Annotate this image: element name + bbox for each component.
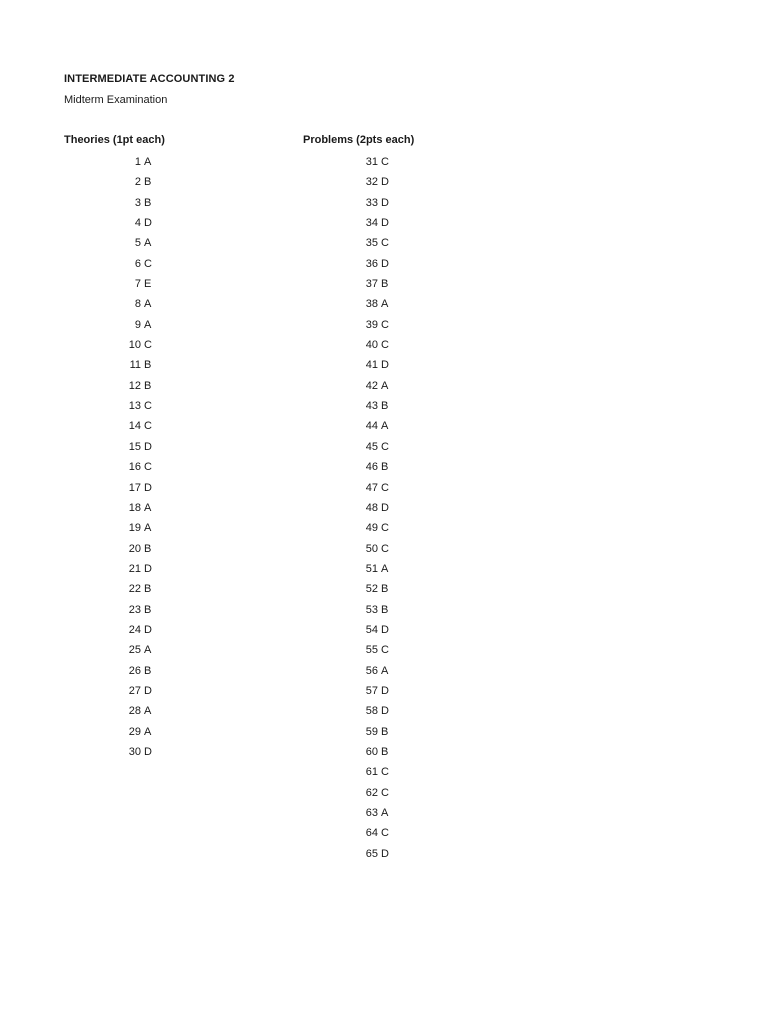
problems-answer-list <box>357 152 389 864</box>
document-title: INTERMEDIATE ACCOUNTING 2 <box>64 73 235 85</box>
answer-letter: D <box>144 562 152 575</box>
answer-row <box>120 335 152 355</box>
question-number: 21 <box>128 562 141 575</box>
answer-letter: C <box>381 542 389 555</box>
answer-row <box>120 457 152 477</box>
question-number: 23 <box>128 603 141 616</box>
answer-row <box>120 172 152 192</box>
question-number: 19 <box>128 522 141 535</box>
answer-letter: D <box>144 745 152 758</box>
answer-row <box>120 193 152 213</box>
question-number: 61 <box>365 766 378 779</box>
answer-row <box>357 254 389 274</box>
answer-row <box>357 294 389 314</box>
answer-row <box>357 396 389 416</box>
answer-letter: B <box>144 359 152 372</box>
answer-letter: D <box>381 217 389 230</box>
answer-letter: A <box>144 318 152 331</box>
answer-letter: A <box>381 664 389 677</box>
answer-letter: B <box>144 583 152 596</box>
answer-row <box>357 498 389 518</box>
answer-row <box>120 355 152 375</box>
answer-letter: D <box>381 623 389 636</box>
answer-row <box>120 437 152 457</box>
question-number: 22 <box>128 583 141 596</box>
answer-row <box>357 640 389 660</box>
answer-letter: B <box>144 603 152 616</box>
answer-letter: A <box>144 237 152 250</box>
answer-letter: B <box>381 603 389 616</box>
question-number: 43 <box>365 400 378 413</box>
question-number: 57 <box>365 684 378 697</box>
question-number: 28 <box>128 705 141 718</box>
question-number: 45 <box>365 440 378 453</box>
answer-row <box>357 539 389 559</box>
answer-letter: C <box>381 481 389 494</box>
question-number: 55 <box>365 644 378 657</box>
answer-letter: A <box>144 501 152 514</box>
answer-row <box>357 518 389 538</box>
question-number: 16 <box>128 461 141 474</box>
answer-row <box>357 620 389 640</box>
question-number: 40 <box>365 339 378 352</box>
answer-row <box>120 498 152 518</box>
answer-letter: B <box>381 745 389 758</box>
answer-letter: D <box>144 684 152 697</box>
question-number: 8 <box>134 298 141 311</box>
answer-row <box>357 315 389 335</box>
answer-row <box>357 416 389 436</box>
answer-row <box>120 559 152 579</box>
answer-letter: B <box>144 176 152 189</box>
question-number: 38 <box>365 298 378 311</box>
question-number: 7 <box>134 278 141 291</box>
question-number: 59 <box>365 725 378 738</box>
theories-heading: Theories (1pt each) <box>64 134 165 146</box>
answer-letter: B <box>144 664 152 677</box>
answer-letter: C <box>144 400 152 413</box>
answer-row <box>357 213 389 233</box>
answer-row <box>120 315 152 335</box>
answer-row <box>120 294 152 314</box>
answer-row <box>357 152 389 172</box>
question-number: 11 <box>129 359 141 372</box>
answer-letter: D <box>144 623 152 636</box>
answer-row <box>120 254 152 274</box>
question-number: 65 <box>365 847 378 860</box>
answer-letter: C <box>381 827 389 840</box>
answer-letter: D <box>381 684 389 697</box>
question-number: 5 <box>134 237 141 250</box>
answer-letter: C <box>381 156 389 168</box>
question-number: 30 <box>128 745 141 758</box>
answer-letter: D <box>381 501 389 514</box>
question-number: 60 <box>365 745 378 758</box>
question-number: 3 <box>134 196 141 209</box>
question-number: 52 <box>365 583 378 596</box>
answer-letter: B <box>144 196 152 209</box>
answer-row <box>357 783 389 803</box>
answer-letter: B <box>381 278 389 291</box>
answer-row <box>357 823 389 843</box>
question-number: 2 <box>134 176 141 189</box>
answer-letter: A <box>381 807 389 819</box>
answer-letter: D <box>381 359 389 372</box>
answer-row <box>120 233 152 253</box>
answer-row <box>120 518 152 538</box>
question-number: 27 <box>128 684 141 697</box>
answer-letter: D <box>381 847 389 860</box>
answer-letter: B <box>381 583 389 596</box>
answer-letter: B <box>144 542 152 555</box>
answer-letter: A <box>381 298 389 311</box>
question-number: 41 <box>365 359 378 372</box>
question-number: 46 <box>365 461 378 474</box>
answer-letter: A <box>144 522 152 535</box>
question-number: 13 <box>128 400 141 413</box>
answer-row <box>357 762 389 782</box>
question-number: 17 <box>128 481 141 494</box>
question-number: 15 <box>128 440 141 453</box>
answer-row <box>120 416 152 436</box>
answer-row <box>357 355 389 375</box>
answer-letter: C <box>381 440 389 453</box>
question-number: 20 <box>128 542 141 555</box>
question-number: 29 <box>128 725 141 738</box>
answer-row <box>120 213 152 233</box>
answer-letter: C <box>144 461 152 474</box>
answer-letter: C <box>381 237 389 250</box>
answer-letter: A <box>144 156 152 168</box>
answer-row <box>357 457 389 477</box>
answer-row <box>357 193 389 213</box>
answer-row <box>120 661 152 681</box>
answer-row <box>357 233 389 253</box>
problems-heading: Problems (2pts each) <box>303 134 415 146</box>
answer-letter: C <box>381 786 389 799</box>
answer-row <box>120 722 152 742</box>
answer-row <box>357 335 389 355</box>
question-number: 33 <box>365 196 378 209</box>
answer-row <box>120 579 152 599</box>
question-number: 35 <box>365 237 378 250</box>
answer-row <box>357 478 389 498</box>
answer-row <box>357 701 389 721</box>
answer-row <box>120 620 152 640</box>
question-number: 1 <box>134 156 141 168</box>
answer-row <box>120 152 152 172</box>
question-number: 4 <box>134 217 141 230</box>
question-number: 42 <box>365 379 378 392</box>
answer-row <box>357 559 389 579</box>
question-number: 63 <box>365 807 378 819</box>
question-number: 9 <box>134 318 141 331</box>
answer-letter: C <box>144 257 152 270</box>
question-number: 64 <box>365 827 378 840</box>
answer-letter: C <box>381 318 389 331</box>
answer-letter: A <box>381 379 389 392</box>
question-number: 6 <box>134 257 141 270</box>
question-number: 58 <box>365 705 378 718</box>
answer-row <box>357 661 389 681</box>
question-number: 49 <box>365 522 378 535</box>
answer-letter: D <box>144 440 152 453</box>
answer-row <box>357 274 389 294</box>
question-number: 31 <box>365 156 378 168</box>
question-number: 47 <box>365 481 378 494</box>
question-number: 18 <box>128 501 141 514</box>
answer-row <box>120 478 152 498</box>
answer-letter: C <box>381 766 389 779</box>
answer-letter: D <box>381 176 389 189</box>
answer-letter: D <box>381 705 389 718</box>
question-number: 51 <box>365 562 378 575</box>
answer-row <box>357 722 389 742</box>
answer-letter: A <box>144 298 152 311</box>
question-number: 32 <box>365 176 378 189</box>
question-number: 14 <box>128 420 141 433</box>
answer-letter: D <box>144 217 152 230</box>
answer-row <box>357 437 389 457</box>
answer-letter: C <box>144 420 152 433</box>
answer-letter: C <box>381 339 389 352</box>
answer-letter: A <box>144 725 152 738</box>
answer-letter: C <box>144 339 152 352</box>
answer-letter: B <box>144 379 152 392</box>
question-number: 37 <box>365 278 378 291</box>
question-number: 34 <box>365 217 378 230</box>
question-number: 44 <box>365 420 378 433</box>
question-number: 26 <box>128 664 141 677</box>
question-number: 25 <box>128 644 141 657</box>
question-number: 62 <box>365 786 378 799</box>
answer-row <box>120 640 152 660</box>
answer-letter: D <box>144 481 152 494</box>
answer-row <box>120 376 152 396</box>
question-number: 39 <box>365 318 378 331</box>
answer-letter: A <box>144 705 152 718</box>
answer-row <box>120 274 152 294</box>
answer-row <box>120 681 152 701</box>
question-number: 10 <box>128 339 141 352</box>
question-number: 12 <box>128 379 141 392</box>
answer-row <box>120 539 152 559</box>
answer-row <box>120 742 152 762</box>
answer-row <box>120 701 152 721</box>
answer-row <box>357 172 389 192</box>
answer-row <box>357 803 389 823</box>
answer-row <box>357 742 389 762</box>
answer-letter: A <box>144 644 152 657</box>
answer-row <box>357 600 389 620</box>
answer-letter: B <box>381 725 389 738</box>
answer-letter: C <box>381 522 389 535</box>
answer-letter: C <box>381 644 389 657</box>
answer-letter: E <box>144 278 152 291</box>
question-number: 24 <box>128 623 141 636</box>
question-number: 50 <box>365 542 378 555</box>
answer-row <box>357 579 389 599</box>
answer-letter: B <box>381 461 389 474</box>
question-number: 48 <box>365 501 378 514</box>
theories-answer-list <box>120 152 152 762</box>
question-number: 54 <box>365 623 378 636</box>
answer-letter: A <box>381 420 389 433</box>
answer-letter: D <box>381 257 389 270</box>
question-number: 36 <box>365 257 378 270</box>
answer-letter: D <box>381 196 389 209</box>
question-number: 53 <box>365 603 378 616</box>
answer-letter: B <box>381 400 389 413</box>
answer-row <box>357 844 389 864</box>
answer-row <box>357 376 389 396</box>
question-number: 56 <box>365 664 378 677</box>
answer-row <box>120 600 152 620</box>
answer-row <box>357 681 389 701</box>
answer-letter: A <box>381 562 389 575</box>
answer-row <box>120 396 152 416</box>
document-subtitle: Midterm Examination <box>64 94 168 106</box>
